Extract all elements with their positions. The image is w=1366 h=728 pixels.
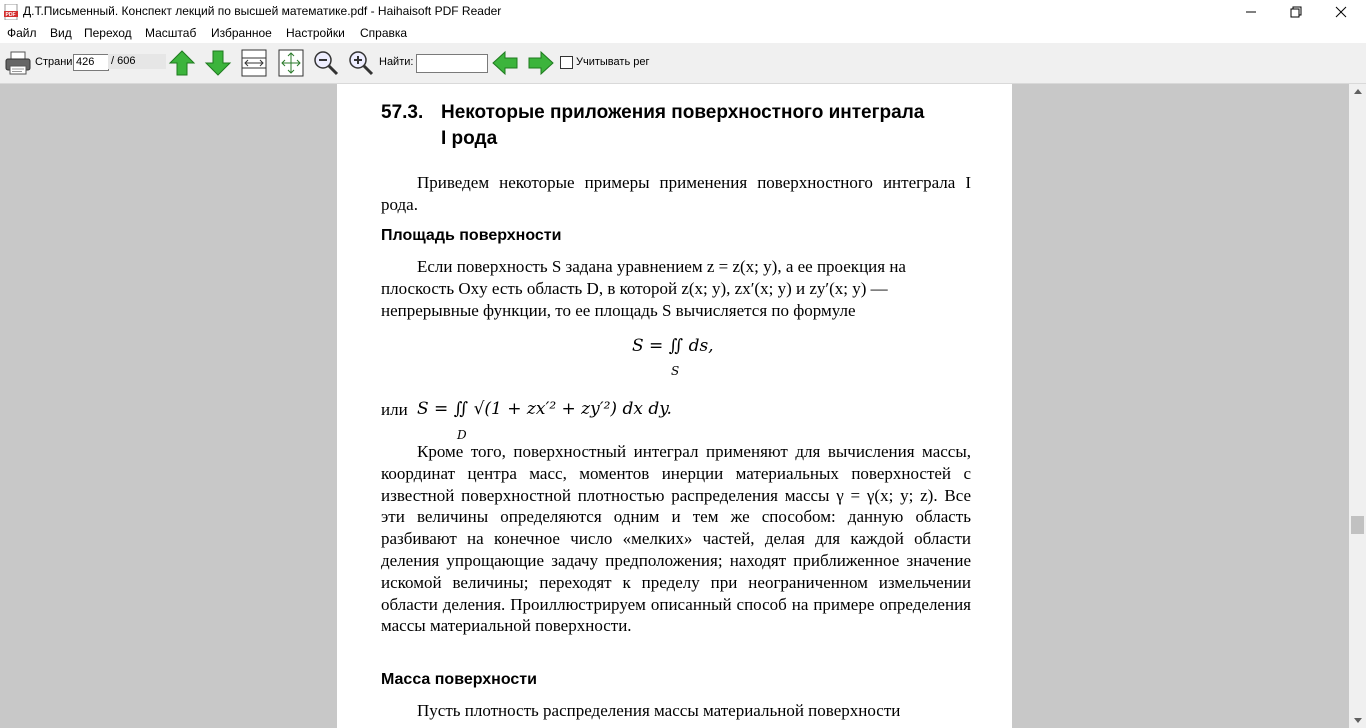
previous-page-arrow-icon[interactable] [168, 49, 196, 77]
restore-icon [1290, 6, 1302, 18]
fit-page-icon[interactable] [277, 48, 305, 78]
section-title-line1: Некоторые приложения поверхностного интеграла [441, 102, 925, 123]
paragraph1-line1: Если поверхность S задана уравнением z = z(x; y), а ее проекция на [417, 257, 906, 276]
formula-area-projection: S = ∬ √(1 + zx′² + zy′²) dx dy. [417, 399, 672, 419]
find-label: Найти: [379, 56, 414, 68]
paragraph1-line2: плоскость Oxy есть область D, в которой z(x; y), zx′(x; y) и zy′(x; y) — [381, 279, 888, 298]
formula-area-surface: S = ∬ ds, [632, 336, 714, 356]
formula-area-prefix: или [381, 400, 408, 419]
close-button[interactable] [1318, 0, 1364, 24]
window-title: Д.Т.Письменный. Конспект лекций по высшей математике.pdf - Haihaisoft PDF Reader [23, 4, 502, 18]
match-case-checkbox[interactable] [560, 56, 573, 69]
svg-text:PDF: PDF [5, 12, 16, 18]
paragraph2: Кроме того, поверхностный интеграл применяют для вычисления массы, координат центра масс, моментов инерции материальных поверхностей с известной поверхностной плотностью распределения массы γ = γ(x; y; z). Все эти величины определяются одним и тем же способом: данную область разбивают на конечное число «мелких» частей, делая для каждой области деления упрощающие задачу предположения; находят приближенное значение искомой величины; переходят к пределу при неограниченном измельчении области деления. Проиллюстрируем описанный способ на примере определения массы материальной поверхности. [381, 442, 971, 636]
print-icon[interactable] [4, 49, 32, 77]
pdf-page [337, 84, 1012, 728]
formula-area-surface-subscript: S [671, 364, 680, 378]
match-case-label: Учитывать рег [576, 56, 650, 68]
find-previous-arrow-icon[interactable] [491, 50, 519, 76]
scroll-up-arrow-icon[interactable] [1354, 89, 1362, 94]
toolbar [0, 43, 1366, 84]
menu-favorites[interactable]: Избранное [211, 26, 272, 40]
close-icon [1335, 6, 1347, 18]
menu-navigate[interactable]: Переход [84, 26, 132, 40]
restore-button[interactable] [1273, 0, 1319, 24]
next-page-arrow-icon[interactable] [204, 49, 232, 77]
zoom-out-icon[interactable] [312, 49, 340, 77]
minimize-icon [1245, 6, 1257, 18]
page-label: Страни [35, 56, 73, 68]
formula-area-projection-subscript: D [457, 428, 467, 442]
page-total: / 606 [108, 54, 166, 69]
intro-paragraph: Приведем некоторые примеры применения поверхностного интеграла I рода. [381, 173, 971, 214]
document-viewer[interactable] [0, 84, 1349, 728]
page-number-input[interactable]: 426 [73, 54, 109, 71]
subsection-mass: Масса поверхности [381, 671, 537, 688]
menu-settings[interactable]: Настройки [286, 26, 345, 40]
subsection-area: Площадь поверхности [381, 227, 562, 244]
menu-zoom[interactable]: Масштаб [145, 26, 197, 40]
section-title-line2: I рода [441, 128, 498, 149]
zoom-in-icon[interactable] [347, 49, 375, 77]
scroll-down-arrow-icon[interactable] [1354, 718, 1362, 723]
paragraph3-line1: Пусть плотность распределения массы материальной поверхности [417, 701, 901, 720]
vertical-scrollbar[interactable] [1349, 84, 1366, 728]
menu-help[interactable]: Справка [360, 26, 408, 40]
pdf-app-icon [4, 4, 18, 20]
minimize-button[interactable] [1228, 0, 1274, 24]
menu-view[interactable]: Вид [50, 26, 72, 40]
section-number: 57.3. [381, 102, 424, 123]
scrollbar-thumb[interactable] [1351, 516, 1364, 534]
menu-bar [0, 24, 1366, 43]
find-input[interactable] [416, 54, 488, 73]
find-next-arrow-icon[interactable] [527, 50, 555, 76]
title-bar [0, 0, 1366, 24]
fit-width-icon[interactable] [240, 48, 268, 78]
paragraph1-line3: непрерывные функции, то ее площадь S вычисляется по формуле [381, 301, 856, 320]
menu-file[interactable]: Файл [7, 26, 37, 40]
